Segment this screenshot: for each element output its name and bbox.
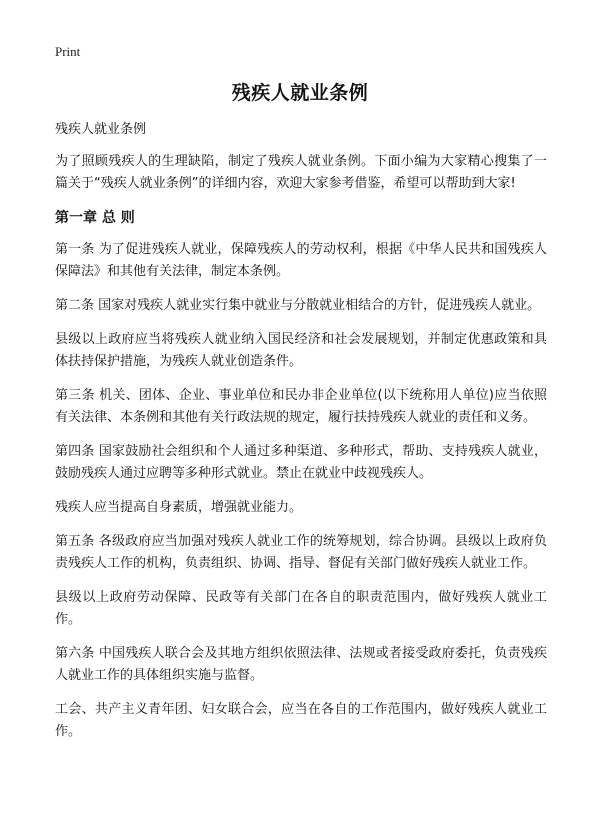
article-paragraph: 第一条 为了促进残疾人就业，保障残疾人的劳动权利，根据《中华人民共和国残疾人保障法》和其他有关法律，制定本条例。 xyxy=(55,242,547,279)
article-paragraph: 第六条 中国残疾人联合会及其地方组织依照法律、法规或者接受政府委托，负责残疾人就业工作的具体组织实施与监督。 xyxy=(55,646,547,683)
document-subtitle: 残疾人就业条例 xyxy=(55,122,147,137)
article-paragraph: 工会、共产主义青年团、妇女联合会，应当在各自的工作范围内，做好残疾人就业工作。 xyxy=(55,702,547,739)
article-paragraph: 县级以上政府应当将残疾人就业纳入国民经济和社会发展规划，并制定优惠政策和具体扶持保护措施，为残疾人就业创造条件。 xyxy=(55,332,547,369)
article-paragraph: 残疾人应当提高自身素质，增强就业能力。 xyxy=(55,500,303,515)
chapter-heading: 第一章 总 则 xyxy=(55,210,135,226)
article-paragraph: 第二条 国家对残疾人就业实行集中就业与分散就业相结合的方针，促进残疾人就业。 xyxy=(55,298,541,313)
intro-paragraph: 为了照顾残疾人的生理缺陷，制定了残疾人就业条例。下面小编为大家精心搜集了一篇关于“残疾人就业条例”的详细内容，欢迎大家参考借鉴，希望可以帮助到大家! xyxy=(55,154,547,191)
article-paragraph: 第三条 机关、团体、企业、事业单位和民办非企业单位(以下统称用人单位)应当依照有关法律、本条例和其他有关行政法规的规定，履行扶持残疾人就业的责任和义务。 xyxy=(55,388,547,425)
article-paragraph: 第四条 国家鼓励社会组织和个人通过多种渠道、多种形式，帮助、支持残疾人就业，鼓励残疾人通过应聘等多种形式就业。禁止在就业中歧视残疾人。 xyxy=(55,444,547,481)
article-paragraph: 县级以上政府劳动保障、民政等有关部门在各自的职责范围内，做好残疾人就业工作。 xyxy=(55,590,547,627)
page-title: 残疾人就业条例 xyxy=(231,82,369,104)
article-paragraph: 第五条 各级政府应当加强对残疾人就业工作的统筹规划，综合协调。县级以上政府负责残疾人工作的机构，负责组织、协调、指导、督促有关部门做好残疾人就业工作。 xyxy=(55,534,547,571)
document-body xyxy=(55,119,547,755)
print-link[interactable]: Print xyxy=(55,44,81,59)
